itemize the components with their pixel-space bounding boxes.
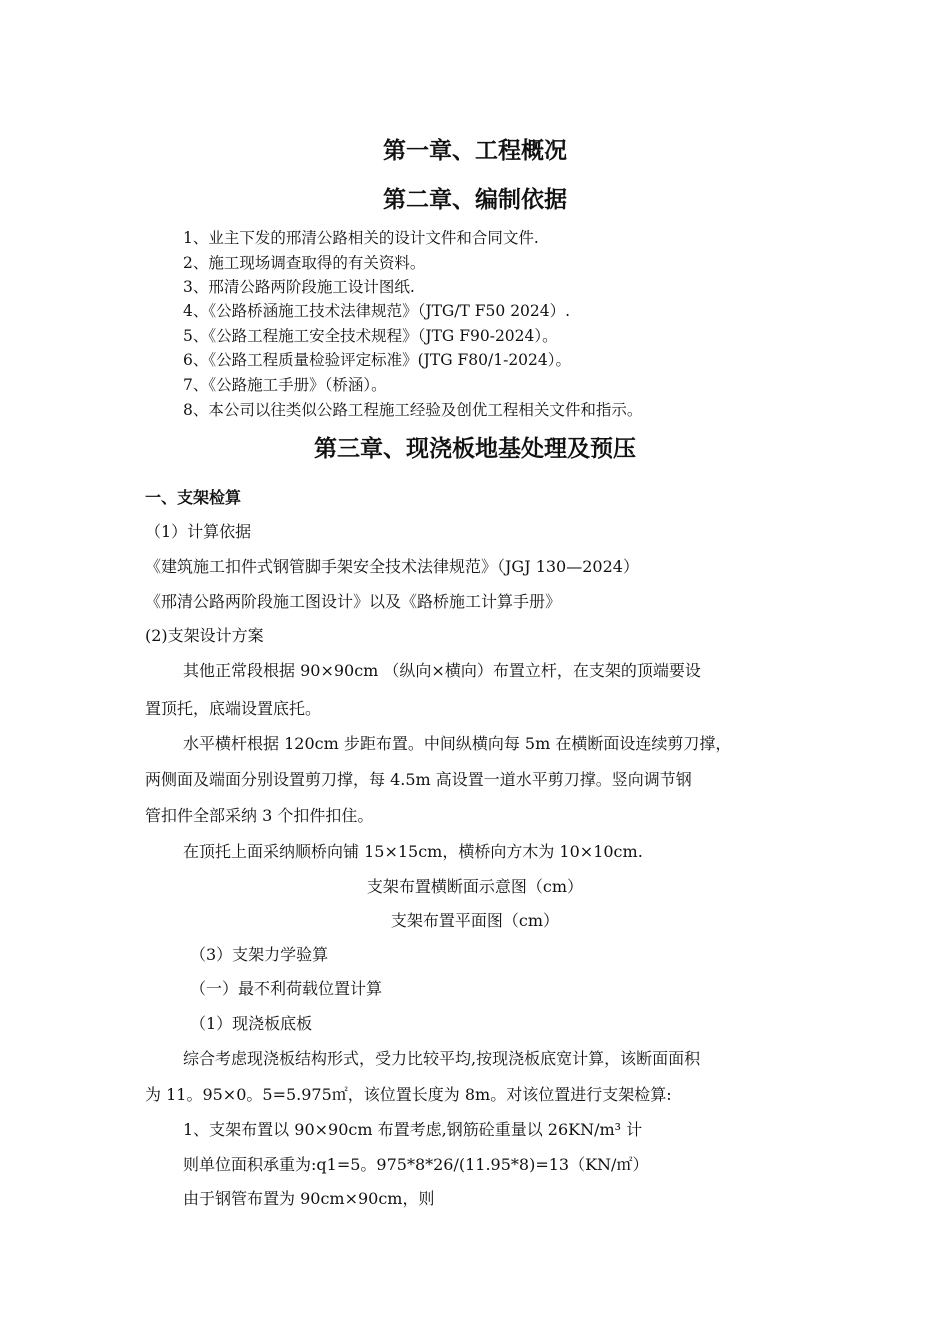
calc-basis-label: （1）计算依据: [145, 522, 252, 541]
formula-line: 则单位面积承重为:q1=5。975*8*26/(11.95*8)=13（KN/㎡）: [183, 1155, 649, 1174]
paragraph-line: 其他正常段根据 90×90cm （纵向×横向）布置立杆，在支架的顶端要设: [183, 661, 701, 680]
paragraph-line: 两侧面及端面分别设置剪刀撑，每 4.5m 高设置一道水平剪刀撑。竖向调节钢: [145, 770, 692, 789]
paragraph-line: 由于钢管布置为 90cm×90cm，则: [183, 1189, 435, 1208]
list-item: 3、邢清公路两阶段施工设计图纸.: [183, 278, 415, 296]
reference-2: 《邢清公路两阶段施工图设计》以及《路桥施工计算手册》: [145, 592, 562, 611]
design-label: (2)支架设计方案: [145, 626, 264, 645]
figure-caption-cross-section: 支架布置横断面示意图（cm）: [366, 877, 584, 896]
paragraph-line: 管扣件全部采纳 3 个扣件扣住。: [145, 806, 374, 825]
chapter-3-heading: 第三章、现浇板地基处理及预压: [314, 436, 636, 462]
list-item: 5、《公路工程施工安全技术规程》（JTG F90-2024）。: [183, 327, 558, 345]
list-item: 8、本公司以往类似公路工程施工经验及创优工程相关文件和指示。: [183, 401, 643, 419]
list-item: 2、施工现场调查取得的有关资料。: [183, 254, 426, 272]
section-title: 一、支架检算: [145, 488, 242, 507]
worst-load-label: （一）最不利荷载位置计算: [190, 979, 383, 998]
figure-caption-plan: 支架布置平面图（cm）: [390, 911, 560, 930]
list-item: 1、业主下发的邢清公路相关的设计文件和合同文件.: [183, 229, 539, 247]
paragraph-line: 为 11。95×0。5=5.975㎡，该位置长度为 8m。对该位置进行支架检算:: [145, 1085, 672, 1104]
bottom-slab-label: （1）现浇板底板: [190, 1014, 313, 1033]
mechanics-label: （3）支架力学验算: [190, 945, 329, 964]
paragraph-line: 置顶托，底端设置底托。: [145, 699, 322, 718]
reference-1: 《建筑施工扣件式钢管脚手架安全技术法律规范》（JGJ 130—2024）: [145, 557, 639, 576]
paragraph-line: 综合考虑现浇板结构形式，受力比较平均,按现浇板底宽计算，该断面面积: [183, 1049, 701, 1068]
paragraph-line: 1、支架布置以 90×90cm 布置考虑,钢筋砼重量以 26KN/m³ 计: [183, 1120, 643, 1139]
chapter-2-heading: 第二章、编制依据: [383, 187, 567, 213]
paragraph-line: 水平横杆根据 120cm 步距布置。中间纵横向每 5m 在横断面设连续剪刀撑，: [183, 734, 732, 753]
list-item: 7、《公路施工手册》（桥涵）。: [183, 376, 387, 394]
list-item: 4、《公路桥涵施工技术法律规范》（JTG/T F50 2024）.: [183, 302, 571, 320]
list-item: 6、《公路工程质量检验评定标准》(JTG F80/1-2024）。: [183, 351, 572, 369]
chapter-1-heading: 第一章、工程概况: [383, 138, 567, 164]
paragraph-line: 在顶托上面采纳顺桥向铺 15×15cm，横桥向方木为 10×10cm.: [183, 842, 643, 861]
